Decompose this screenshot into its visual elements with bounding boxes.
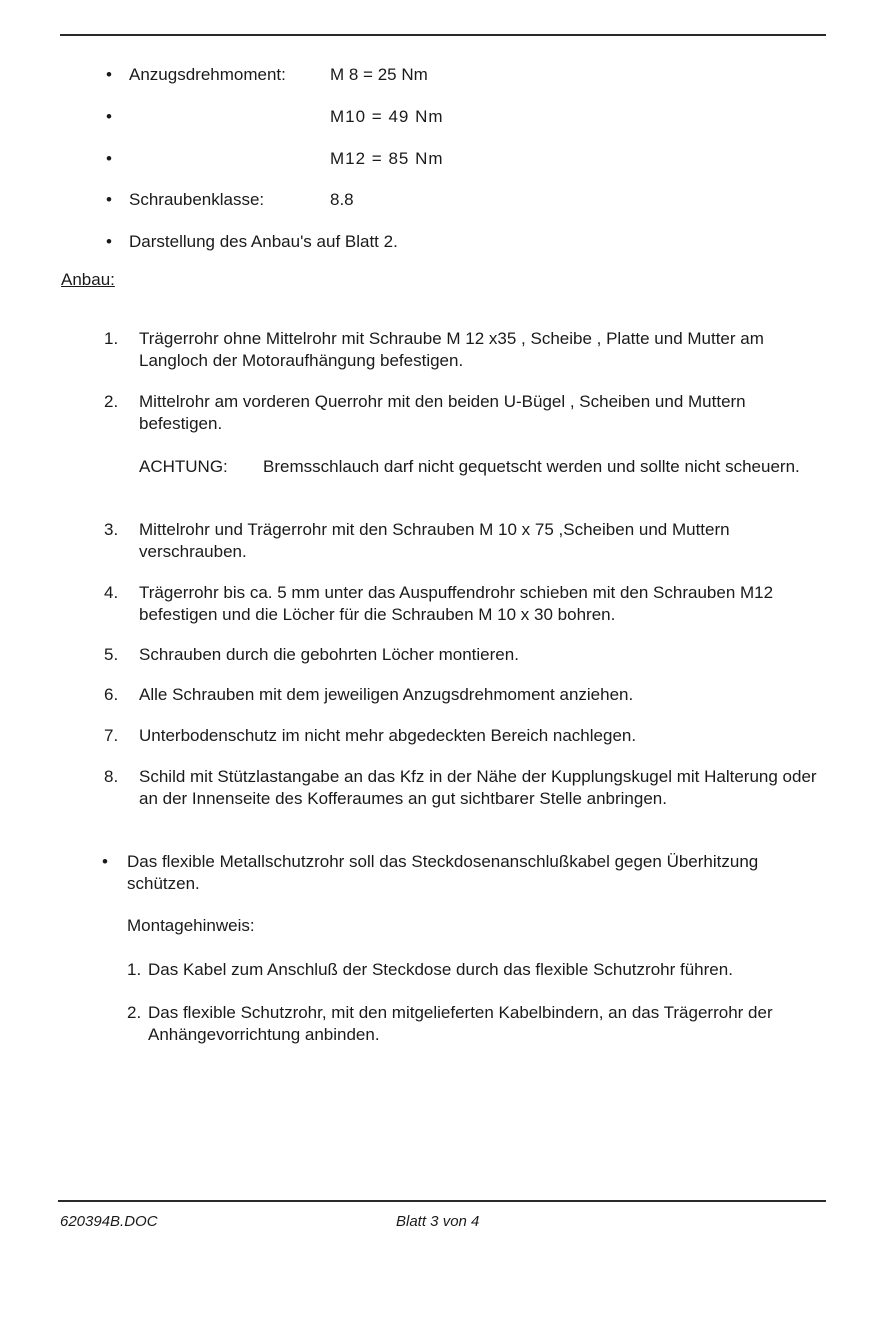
spec-torque-m12 — [0, 147, 896, 171]
bullet: • — [106, 149, 112, 168]
step-number: 3. — [104, 520, 119, 539]
spec-value: 8.8 — [330, 190, 354, 209]
hint-step-number: 1. — [127, 960, 142, 979]
hint-step-text: Das Kabel zum Anschluß der Steckdose durch das flexible Schutzrohr führen. — [148, 960, 733, 979]
step-text: Trägerrohr ohne Mittelrohr mit Schraube M 12 x35 , Scheibe , Platte und Mutter am Langloch der Motoraufhängung befestigen. — [139, 329, 764, 370]
note-text: Das flexible Metallschutzrohr soll das Steckdosenanschlußkabel gegen Überhitzung schützen. — [127, 852, 759, 893]
bullet: • — [106, 232, 112, 251]
hint-step-number: 2. — [127, 1003, 142, 1022]
step-text: Mittelrohr am vorderen Querrohr mit den beiden U-Bügel , Scheiben und Muttern befestigen. — [139, 392, 746, 433]
spec-torque-m8 — [0, 63, 896, 87]
step-number: 8. — [104, 767, 119, 786]
step-number: 5. — [104, 645, 119, 664]
warning-text: Bremsschlauch darf nicht gequetscht werden und sollte nicht scheuern. — [263, 457, 800, 476]
step-number: 7. — [104, 726, 119, 745]
step-text: Schild mit Stützlastangabe an das Kfz in der Nähe der Kupplungskugel mit Halterung oder an der Innenseite des Kofferaumes an gut sichtbarer Stelle anbringen. — [139, 767, 817, 808]
bullet: • — [106, 65, 112, 84]
spec-value: M10 = 49 Nm — [330, 107, 444, 126]
step-text: Schrauben durch die gebohrten Löcher montieren. — [139, 645, 519, 664]
spec-drawing-reference — [0, 230, 896, 254]
step-text: Mittelrohr und Trägerrohr mit den Schrauben M 10 x 75 ,Scheiben und Muttern verschrauben. — [139, 520, 730, 561]
footer-filename: 620394B.DOC — [60, 1213, 158, 1230]
step-number: 6. — [104, 685, 119, 704]
bullet: • — [102, 852, 108, 871]
hint-step-text: Das flexible Schutzrohr, mit den mitgelieferten Kabelbindern, an das Trägerrohr der Anhängevorrichtung anbinden. — [148, 1003, 773, 1044]
section-heading-anbau: Anbau: — [61, 270, 115, 289]
step-number: 2. — [104, 392, 119, 411]
bullet: • — [106, 190, 112, 209]
bullet: • — [106, 107, 112, 126]
step-text: Unterbodenschutz im nicht mehr abgedeckten Bereich nachlegen. — [139, 726, 637, 745]
warning-label: ACHTUNG: — [139, 457, 228, 476]
step-text: Alle Schrauben mit dem jeweiligen Anzugsdrehmoment anziehen. — [139, 685, 634, 704]
spec-value: M 8 = 25 Nm — [330, 65, 428, 84]
spec-label: Schraubenklasse: — [129, 190, 265, 209]
mounting-hint-title: Montagehinweis: — [127, 916, 255, 935]
step-number: 1. — [104, 329, 119, 348]
step-text: Trägerrohr bis ca. 5 mm unter das Auspuffendrohr schieben mit den Schrauben M12 befestigen und die Löcher für die Schrauben M 10 x 30 bohren. — [139, 583, 774, 624]
spec-torque-m10 — [0, 105, 896, 129]
spec-bolt-class — [0, 188, 896, 212]
spec-label: Anzugsdrehmoment: — [129, 65, 286, 84]
step-number: 4. — [104, 583, 119, 602]
bottom-rule — [58, 1200, 826, 1202]
spec-value: M12 = 85 Nm — [330, 149, 444, 168]
spec-text: Darstellung des Anbau's auf Blatt 2. — [129, 232, 398, 251]
top-rule — [60, 34, 826, 36]
footer-page-number: Blatt 3 von 4 — [396, 1213, 480, 1230]
